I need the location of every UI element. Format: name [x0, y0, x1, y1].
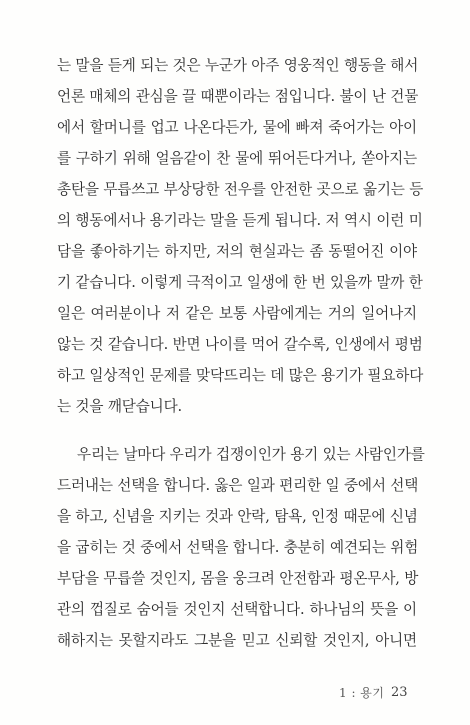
paragraph-gap: [57, 422, 417, 439]
text-line: 는 말을 듣게 되는 것은 누군가 아주 영웅적인 행동을 해서: [57, 57, 419, 74]
text-line: 에서 할머니를 업고 나온다든가, 물에 빠져 죽어가는 아이: [57, 119, 417, 136]
text-line: 는 것을 깨닫습니다.: [57, 398, 183, 415]
page-footer: [0, 683, 470, 703]
body-text: [57, 50, 425, 656]
text-line: 총탄을 무릅쓰고 부상당한 전우를 안전한 곳으로 옮기는 등: [57, 181, 424, 198]
text-line: 를 구하기 위해 얼음같이 찬 물에 뛰어든다거나, 쏟아지는: [57, 150, 417, 167]
page-number: 23: [391, 685, 408, 700]
paragraph-2: [57, 439, 425, 656]
text-line: 을 하고, 신념을 지키는 것과 안락, 탐욕, 인정 때문에 신념: [57, 508, 418, 525]
text-line: 담을 좋아하기는 하지만, 저의 현실과는 좀 동떨어진 이야: [57, 243, 417, 260]
text-line: 을 굽히는 것 중에서 선택을 합니다. 충분히 예견되는 위험: [57, 539, 419, 556]
text-line: 의 행동에서나 용기라는 말을 듣게 됩니다. 저 역시 이런 미: [57, 212, 423, 229]
text-line: 우리는 날마다 우리가 겁쟁이인가 용기 있는 사람인가를: [77, 446, 425, 463]
text-line: 않는 것 같습니다. 반면 나이를 먹어 갈수록, 인생에서 평범: [57, 336, 423, 353]
paragraph-1: [57, 50, 424, 422]
running-head: 1 : 용기: [339, 686, 385, 700]
text-line: 하고 일상적인 문제를 맞닥뜨리는 데 많은 용기가 필요하다: [57, 367, 424, 384]
text-line: 해하지는 못할지라도 그분을 믿고 신뢰할 것인지, 아니면: [57, 632, 417, 649]
text-line: 부담을 무릅쓸 것인지, 몸을 웅크려 안전함과 평온무사, 방: [57, 570, 419, 587]
text-line: 관의 껍질로 숨어들 것인지 선택합니다. 하나님의 뜻을 이: [57, 601, 417, 618]
text-line: 기 같습니다. 이렇게 극적이고 일생에 한 번 있을까 말까 한: [57, 274, 423, 291]
text-line: 드러내는 선택을 합니다. 옳은 일과 편리한 일 중에서 선택: [57, 477, 419, 494]
text-line: 언론 매체의 관심을 끌 때뿐이라는 점입니다. 불이 난 건물: [57, 88, 419, 105]
text-line: 일은 여러분이나 저 같은 보통 사람에게는 거의 일어나지: [57, 305, 417, 322]
